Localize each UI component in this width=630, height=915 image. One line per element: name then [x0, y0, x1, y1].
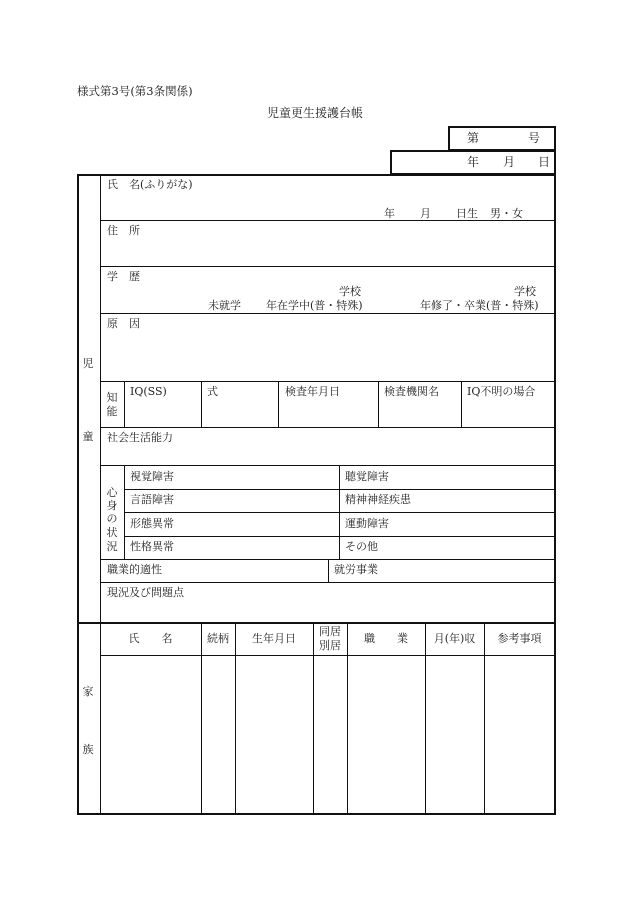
col-line	[347, 622, 348, 814]
col-line	[201, 381, 202, 427]
formula-label: 式	[207, 385, 218, 398]
education-label: 学 歴	[107, 270, 140, 283]
iq-ss-label: IQ(SS)	[130, 385, 167, 398]
family-col-income: 月(年)収	[433, 632, 476, 645]
child-section-label-1: 児	[82, 357, 94, 370]
name-label: 氏 名(ふりがな)	[107, 178, 193, 191]
birth-tsuki: 月	[420, 207, 431, 220]
row-line	[100, 266, 555, 267]
family-col-separate: 別居	[319, 639, 341, 652]
condition-speech: 言語障害	[130, 493, 174, 506]
birth-nen: 年	[384, 207, 395, 220]
condition-visual: 視覚障害	[130, 470, 174, 483]
cause-label: 原 因	[107, 317, 140, 330]
family-col-relation: 続柄	[207, 632, 229, 645]
col-line	[339, 465, 340, 559]
col-line	[461, 381, 462, 427]
family-section-label-1: 家	[82, 685, 94, 698]
school-1: 学校	[339, 285, 361, 298]
row-line	[100, 381, 555, 382]
current-issues-label: 現況及び問題点	[107, 586, 184, 599]
intelligence-label-2: 能	[106, 405, 118, 418]
social-ability-label: 社会生活能力	[107, 431, 173, 444]
date-tsuki: 月	[503, 155, 516, 169]
col-line	[201, 622, 202, 814]
date-nen: 年	[467, 155, 480, 169]
family-col-birthdate: 生年月日	[252, 632, 296, 645]
col-line	[124, 381, 125, 427]
vocational-aptitude-label: 職業的適性	[107, 563, 162, 576]
section-label-divider	[100, 175, 101, 814]
enrolled-status: 年在学中(普・特殊)	[266, 299, 363, 312]
col-line	[328, 559, 329, 582]
date-hi: 日	[538, 155, 551, 169]
mind-body-label-5: 況	[106, 540, 118, 553]
row-line	[100, 582, 555, 583]
col-line	[235, 622, 236, 814]
test-org-label: 検査機関名	[384, 385, 439, 398]
family-col-cohabit: 同居	[319, 625, 341, 638]
completed-status: 年修了・卒業(普・特殊)	[420, 299, 539, 312]
family-section-label-2: 族	[82, 743, 94, 756]
row-line	[100, 465, 555, 466]
condition-neuro: 精神神経疾患	[345, 493, 411, 506]
employment-work-label: 就労事業	[334, 563, 378, 576]
mind-body-label-3: の	[106, 512, 118, 525]
address-label: 住 所	[107, 224, 140, 237]
birth-hi: 日生	[456, 207, 478, 220]
family-col-occupation: 職 業	[364, 632, 408, 645]
condition-form: 形態異常	[130, 517, 174, 530]
document-title: 児童更生援護台帳	[266, 106, 363, 120]
row-line	[100, 427, 555, 428]
condition-motor: 運動障害	[345, 517, 389, 530]
not-enrolled: 未就学	[208, 299, 241, 312]
col-line	[378, 381, 379, 427]
number-dai: 第	[467, 131, 480, 145]
condition-personality: 性格異常	[130, 540, 174, 553]
col-line	[124, 465, 125, 559]
family-col-notes: 参考事項	[497, 632, 542, 645]
form-number-label: 様式第3号(第3条関係)	[77, 84, 193, 98]
family-header-line	[100, 655, 555, 656]
child-section-label-2: 童	[82, 430, 94, 443]
mind-body-label-4: 状	[106, 526, 118, 539]
row-line	[100, 313, 555, 314]
school-2: 学校	[514, 285, 536, 298]
col-line	[425, 622, 426, 814]
mind-body-label-1: 心	[106, 486, 118, 499]
col-line	[278, 381, 279, 427]
condition-hearing: 聴覚障害	[345, 470, 389, 483]
mind-body-label-2: 身	[106, 499, 118, 512]
number-go: 号	[528, 131, 541, 145]
test-date-label: 検査年月日	[285, 385, 340, 398]
condition-other: その他	[345, 540, 378, 553]
col-line	[484, 622, 485, 814]
intelligence-label-1: 知	[106, 391, 118, 404]
family-col-name: 氏 名	[128, 632, 173, 645]
sex-field: 男・女	[490, 207, 523, 220]
row-line	[100, 220, 555, 221]
iq-unknown-label: IQ不明の場合	[467, 385, 536, 398]
